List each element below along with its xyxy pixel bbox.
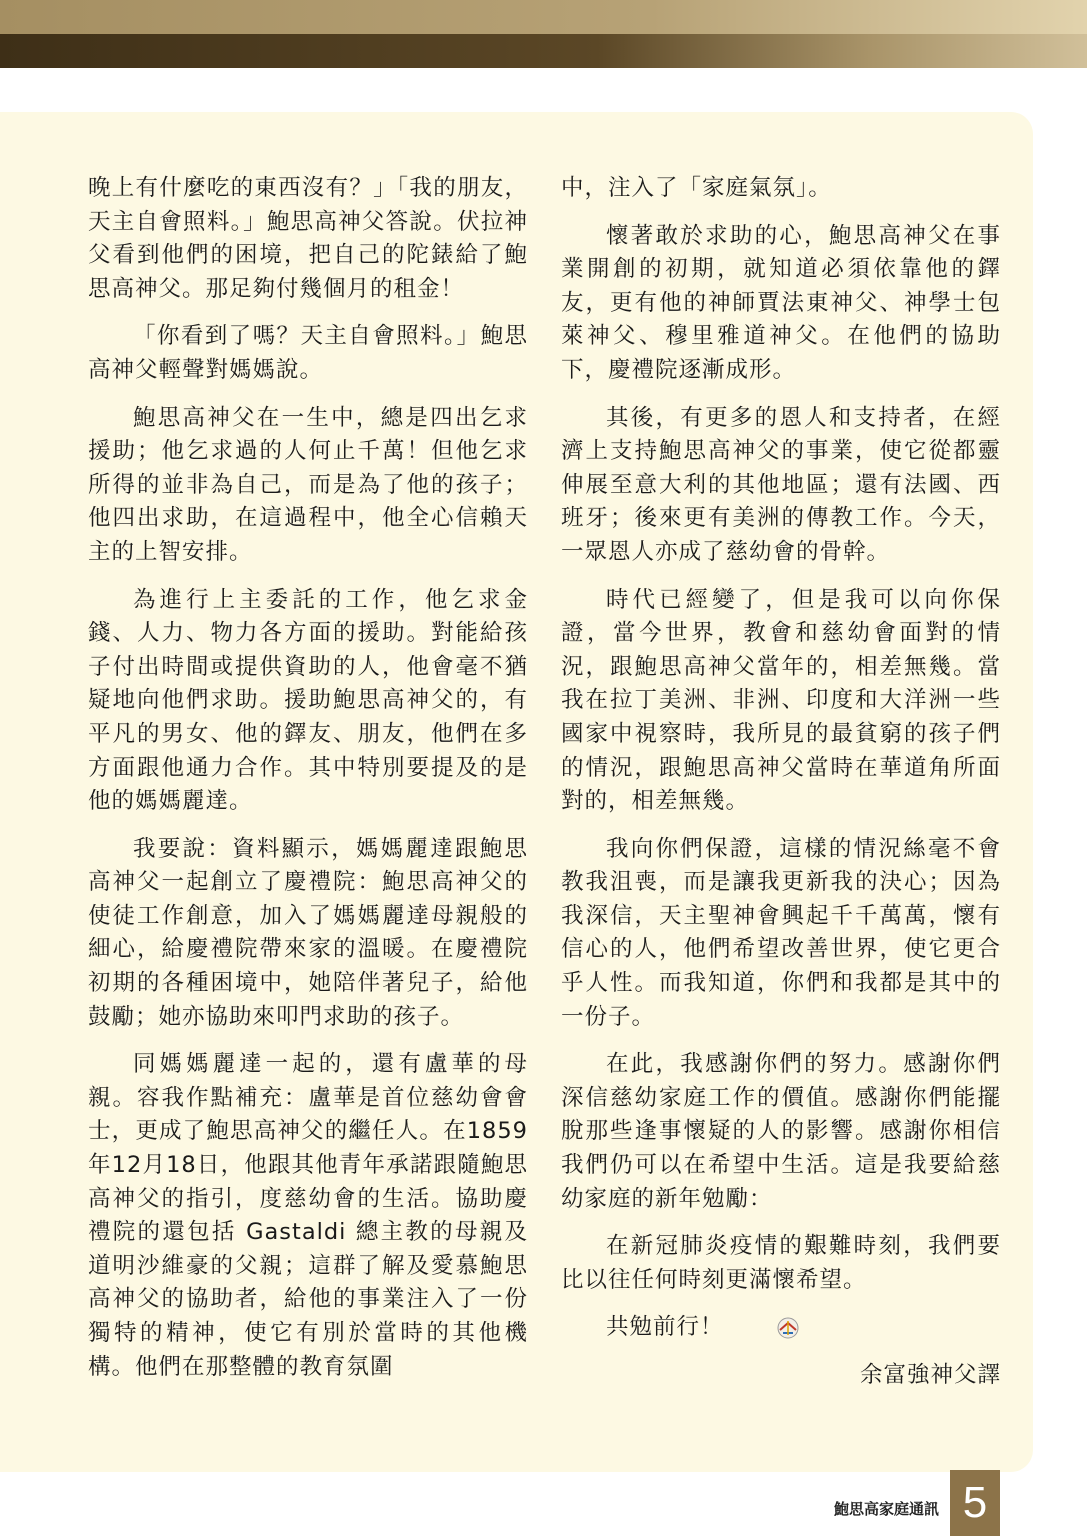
header-band-upper	[0, 0, 1087, 34]
paragraph: 中，注入了「家庭氣氛」。	[561, 175, 832, 201]
paragraph: 我向你們保證，這樣的情況絲毫不會教我沮喪，而是讓我更新我的決心；因為我深信，天主聖神會興起千千萬萬，懷有信心的人，他們希望改善世界，使它更合乎人性。而我知道，你們和我都是其中的一份子。	[561, 835, 1001, 1030]
paragraph: 在此，我感謝你們的努力。感謝你們深信慈幼家庭工作的價值。感謝你們能擺脫那些逢事懷疑的人的影響。感謝你相信我們仍可以在希望中生活。這是我要給慈幼家庭的新年勉勵：	[561, 1051, 1001, 1212]
salesian-emblem-icon	[730, 1316, 756, 1340]
paragraph: 「你看到了嗎？天主自會照料。」鮑思高神父輕聲對媽媽說。	[88, 323, 528, 383]
paragraph: 我要說：資料顯示，媽媽麗達跟鮑思高神父一起創立了慶禮院：鮑思高神父的使徒工作創意，加入了媽媽麗達母親般的細心，給慶禮院帶來家的溫暖。在慶禮院初期的各種困境中，她陪伴著兒子，給他鼓勵；她亦協助來叩門求助的孩子。	[88, 835, 528, 1030]
translator-credit: 余富強神父譯	[859, 1362, 1001, 1388]
paragraph: 其後，有更多的恩人和支持者，在經濟上支持鮑思高神父的事業，使它從都靈伸展至意大利的其他地區；還有法國、西班牙；後來更有美洲的傳教工作。今天，一眾恩人亦成了慈幼會的骨幹。	[561, 404, 1001, 565]
closing-line	[561, 1311, 1001, 1345]
left-column	[88, 172, 528, 1398]
paragraph: 時代已經變了，但是我可以向你保證，當今世界，教會和慈幼會面對的情況，跟鮑思高神父當年的，相差無幾。當我在拉丁美洲、非洲、印度和大洋洲一些國家中視察時，我所見的最貧窮的孩子們的情況，跟鮑思高神父當時在華道角所面對的，相差無幾。	[561, 586, 1001, 815]
closing-text: 共勉前行！	[606, 1314, 724, 1341]
paragraph: 為進行上主委託的工作，他乞求金錢、人力、物力各方面的援助。對能給孩子付出時間或提供資助的人，他會毫不猶疑地向他們求助。援助鮑思高神父的，有平凡的男女、他的鐸友、朋友，他們在多方面跟他通力合作。其中特別要提及的是他的媽媽麗達。	[88, 586, 528, 815]
paragraph: 同媽媽麗達一起的，還有盧華的母親。容我作點補充：盧華是首位慈幼會會士，更成了鮑思高神父的繼任人。在1859年12月18日，他跟其他青年承諾跟隨鮑思高神父的指引，度慈幼會的生活。協助慶禮院的還包括 Gastaldi 總主教的母親及道明沙維豪的父親；這群了解及愛慕鮑思高神父的協助者，給他的事業注入了一份獨特的精神，使它有別於當時的其他機構。他們在那整體的教育氛圍	[88, 1051, 528, 1380]
paragraph: 在新冠肺炎疫情的艱難時刻，我們要比以往任何時刻更滿懷希望。	[561, 1233, 1001, 1293]
header-band-stripe	[0, 34, 1087, 68]
header-band	[0, 0, 1087, 68]
right-column	[561, 172, 1001, 1407]
page-number: 5	[950, 1470, 1000, 1536]
paragraph: 鮑思高神父在一生中，總是四出乞求援助；他乞求過的人何止千萬！但他乞求所得的並非為自己，而是為了他的孩子；他四出求助，在這過程中，他全心信賴天主的上智安排。	[88, 404, 528, 565]
paragraph: 懷著敢於求助的心，鮑思高神父在事業開創的初期，就知道必須依靠他的鐸友，更有他的神師賈法東神父、神學士包萊神父、穆里雅道神父。在他們的協助下，慶禮院逐漸成形。	[561, 222, 1001, 383]
publication-title: 鮑思高家庭通訊	[833, 1500, 939, 1518]
paragraph: 晚上有什麼吃的東西沒有？」「我的朋友，天主自會照料。」鮑思高神父答說。伏拉神父看到他們的困境，把自己的陀錶給了鮑思高神父。那足夠付幾個月的租金！	[88, 175, 528, 302]
